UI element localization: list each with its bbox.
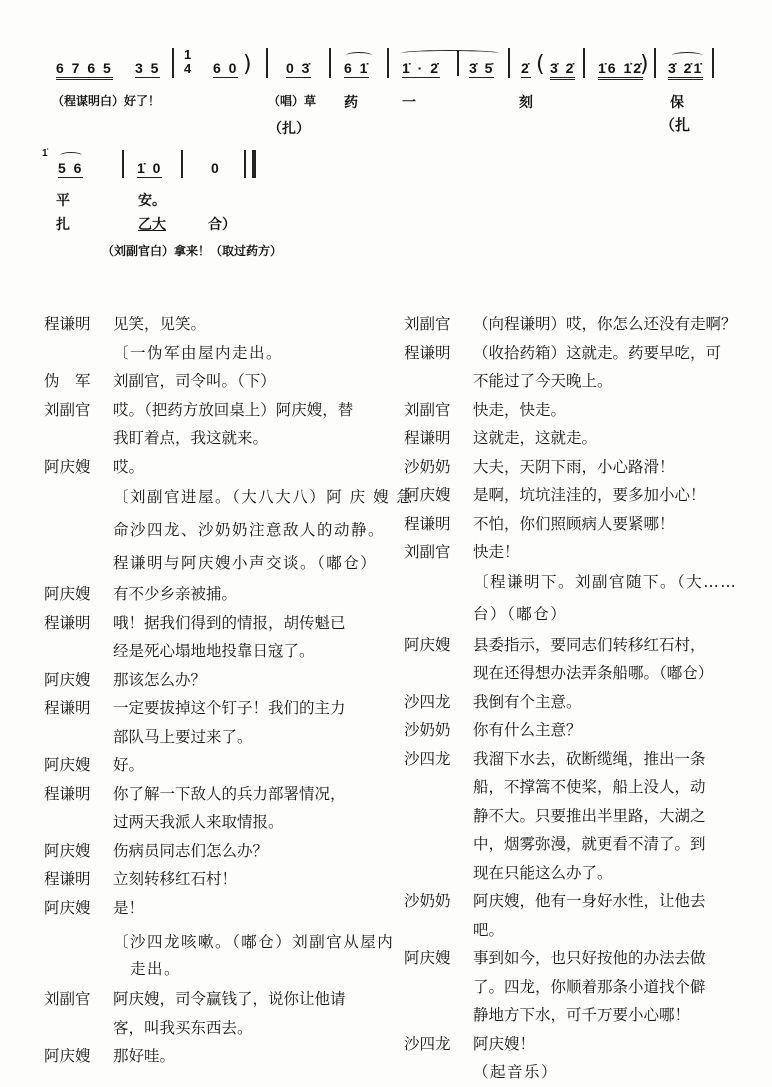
- dialogue-line: [44, 1042, 394, 1071]
- speaker: 阿庆嫂: [44, 1047, 91, 1065]
- dialogue-continuation: [404, 859, 764, 888]
- bar-line: [266, 48, 268, 78]
- dialogue-line: [404, 481, 764, 510]
- dialogue-line: [44, 396, 394, 425]
- dialogue-line: [404, 745, 764, 774]
- dialogue-continuation: [44, 1014, 394, 1043]
- speaker: 阿庆嫂: [404, 486, 451, 504]
- dialogue-line: [404, 631, 764, 660]
- final-bar-line: [244, 150, 256, 178]
- line-text: 〔沙四龙咳嗽。（嘟仓）刘副官从屋内: [113, 933, 395, 951]
- note-group: 3̇ 2̇: [550, 60, 575, 80]
- line-text: 我溜下水去，砍断缆绳，推出一条: [473, 749, 706, 768]
- line-text: 阿庆嫂，他有一身好水性，让他去: [473, 892, 706, 910]
- note-group: 3̇ 2̇1̇: [668, 60, 703, 80]
- stage-direction: [44, 547, 394, 580]
- speaker: 伪 军: [44, 372, 91, 390]
- percussion-mark: 合）: [208, 217, 236, 233]
- speaker: 程谦明: [44, 613, 91, 632]
- line-text: 哦！据我们得到的情报，胡传魁已: [113, 613, 346, 632]
- line-text: 伤病员同志们怎么办？: [113, 841, 269, 860]
- line-text: 现在只能这么办了。: [473, 863, 613, 882]
- dialogue-line: [404, 310, 764, 339]
- dialogue-line: [404, 538, 764, 567]
- dialogue-column-left: [44, 310, 414, 1071]
- line-text: 这就走，这就走。: [473, 429, 598, 447]
- line-text: 中，烟雾弥漫，就更看不清了。到: [473, 835, 706, 853]
- dialogue-line: [44, 985, 394, 1014]
- line-text: 不能过了今天晚上。: [473, 372, 613, 390]
- line-text: 县委指示，要同志们转移红石村，: [473, 635, 706, 654]
- grace-note: 1̇: [42, 148, 50, 159]
- line-text: 见笑，见笑。: [113, 315, 207, 333]
- speaker: 刘副官: [404, 400, 451, 419]
- speaker: 阿庆嫂: [44, 756, 91, 774]
- line-text: 船，不撑篙不使桨，船上没人，动: [473, 778, 706, 796]
- line-text: 哎。（把药方放回桌上）阿庆嫂，替: [113, 400, 354, 419]
- line-text: 大夫，天阴下雨，小心路滑！: [473, 457, 675, 476]
- spoken-line: （程谋明白）好了！: [52, 94, 161, 108]
- dialogue-line: [44, 580, 394, 609]
- dialogue-line: [404, 339, 764, 368]
- line-text: 我倒有个主意。: [473, 692, 582, 711]
- line-text: 现在还得想办法弄条船哪。（嘟仓）: [473, 664, 714, 682]
- note-group: 2̇: [521, 60, 531, 76]
- open-paren: (: [536, 52, 545, 77]
- bar-line: [387, 48, 389, 78]
- stage-direction: [44, 514, 394, 547]
- dialogue-line: [44, 367, 394, 396]
- speaker: 刘副官: [404, 315, 451, 333]
- dialogue-line: [44, 609, 394, 638]
- dialogue-line: [404, 1030, 764, 1059]
- dialogue-line: [404, 510, 764, 539]
- line-text: 走出。: [113, 960, 182, 978]
- slur: [400, 50, 500, 57]
- line-text: 那该怎么办？: [113, 670, 207, 689]
- dialogue-continuation: [404, 802, 764, 831]
- line-text: 程谦明与阿庆嫂小声交谈。（嘟仓）: [113, 554, 378, 572]
- line-text: 不怕，你们照顾病人要紧哪！: [473, 514, 675, 533]
- line-text: 是！: [113, 898, 145, 917]
- bar-line: [712, 48, 714, 78]
- line-text: 部队马上要过来了。: [113, 727, 253, 746]
- line-text: 那好哇。: [113, 1047, 176, 1065]
- line-text: 哎。: [113, 457, 145, 476]
- line-text: 吧。: [473, 920, 505, 939]
- note-group: 3 5: [135, 60, 161, 76]
- dialogue-line: [404, 396, 764, 425]
- line-text: 台）（嘟仓）: [473, 604, 568, 623]
- bar-line: [583, 48, 585, 78]
- line-text: 〔刘副官进屋。（大八大八）阿 庆 嫂 急: [113, 488, 414, 506]
- line-text: （收拾药箱）这就走。药要早吃，可: [473, 343, 722, 362]
- lyric: 保: [670, 95, 684, 111]
- speaker: 沙奶奶: [404, 721, 451, 739]
- stage-direction: [44, 481, 414, 514]
- line-text: 有不少乡亲被捕。: [113, 585, 238, 603]
- bar-line: [172, 48, 174, 78]
- close-paren: ): [243, 52, 252, 77]
- speaker: 刘副官: [44, 400, 91, 419]
- lyric: 平: [56, 193, 70, 209]
- stage-direction: [404, 567, 764, 598]
- speaker: 刘副官: [44, 990, 91, 1008]
- line-text: 你有什么主意？: [473, 721, 582, 739]
- dialogue-continuation: [44, 723, 394, 752]
- speaker: 阿庆嫂: [404, 949, 451, 967]
- lyric: 刻: [519, 95, 533, 111]
- bar-line: [329, 48, 331, 78]
- line-text: （起音乐）: [473, 1063, 559, 1081]
- speaker: 沙四龙: [404, 749, 451, 768]
- stage-direction: [404, 1058, 764, 1087]
- line-text: 刘副官，司令叫。（下）: [113, 372, 276, 390]
- dialogue-column-right: [404, 310, 764, 1087]
- dialogue-line: [44, 751, 394, 780]
- dialogue-line: [404, 453, 764, 482]
- percussion-mark: （扎: [660, 116, 691, 134]
- slur: [60, 152, 82, 159]
- line-text: 过两天我派人来取情报。: [113, 813, 284, 831]
- dialogue-line: [404, 944, 764, 973]
- note-group: 0 3̇: [286, 60, 312, 76]
- slur: [672, 52, 702, 59]
- note-group: 6 7 6 5: [56, 60, 113, 80]
- lyric: 一: [402, 95, 416, 111]
- dialogue-line: [44, 894, 394, 923]
- lyric: （唱）草: [268, 94, 317, 108]
- dialogue-line: [404, 716, 764, 745]
- line-text: 快走！: [473, 543, 520, 561]
- note-group: 5 6: [58, 160, 84, 176]
- dialogue-line: [44, 694, 394, 723]
- note-group: 6 0: [213, 60, 239, 76]
- speaker: 程谦明: [44, 784, 91, 803]
- dialogue-continuation: [404, 973, 764, 1002]
- close-paren: ): [640, 52, 649, 77]
- dialogue-line: [44, 666, 394, 695]
- bar-line: [508, 48, 510, 78]
- line-text: 快走，快走。: [473, 400, 567, 419]
- line-text: 阿庆嫂，司令赢钱了，说你让他请: [113, 990, 346, 1008]
- bar-line: [457, 50, 459, 76]
- line-text: （向程谦明）哎，你怎么还没有走啊？: [473, 315, 737, 333]
- speaker: 阿庆嫂: [44, 898, 91, 917]
- line-text: 静不大。只要推出半里路，大湖之: [473, 806, 706, 825]
- dialogue-line: [404, 424, 764, 453]
- note-group: 0: [211, 160, 221, 176]
- note-group: 1̇ 0: [137, 160, 163, 176]
- speaker: 程谦明: [404, 514, 451, 533]
- line-text: 客，叫我买东西去。: [113, 1018, 253, 1037]
- line-text: 经是死心塌地地投靠日寇了。: [113, 642, 315, 660]
- stage-direction: [404, 598, 764, 631]
- bar-line: [122, 150, 124, 178]
- line-text: 我盯着点，我这就来。: [113, 429, 269, 447]
- note-group: 1̇ · 2̇: [402, 60, 441, 76]
- line-text: 了。四龙，你顺着那条小道找个僻: [473, 977, 706, 996]
- dialogue-line: [44, 780, 394, 809]
- speaker: 程谦明: [404, 429, 451, 447]
- dialogue-continuation: [404, 773, 764, 802]
- stage-direction: [44, 955, 394, 985]
- dialogue-line: [44, 310, 394, 339]
- dialogue-line: [404, 688, 764, 717]
- speaker: 沙奶奶: [404, 892, 451, 910]
- line-text: 阿庆嫂！: [473, 1034, 536, 1053]
- speaker: 沙奶奶: [404, 457, 451, 476]
- speaker: 沙四龙: [404, 1034, 451, 1053]
- dialogue-continuation: [44, 808, 394, 837]
- line-text: 是啊，坑坑洼洼的，要多加小心！: [473, 486, 706, 504]
- line-text: 静地方下水，可千万要小心哪！: [473, 1006, 691, 1024]
- line-text: 你了解一下敌人的兵力部署情况，: [113, 784, 346, 803]
- dialogue-continuation: [404, 916, 764, 945]
- speaker: 阿庆嫂: [404, 635, 451, 654]
- line-text: 〔程谦明下。刘副官随下。（大……: [473, 572, 738, 591]
- line-text: 好。: [113, 756, 145, 774]
- percussion-mark: 扎: [56, 217, 70, 233]
- line-text: 立刻转移红石村！: [113, 870, 238, 888]
- speaker: 程谦明: [404, 343, 451, 362]
- line-text: 〔一伪军由屋内走出。: [113, 343, 284, 362]
- speaker: 程谦明: [44, 315, 91, 333]
- dialogue-continuation: [404, 659, 764, 688]
- percussion-mark: （扎）: [268, 121, 310, 137]
- dialogue-continuation: [404, 367, 764, 396]
- speaker: 程谦明: [44, 699, 91, 717]
- lyric: 安。: [138, 193, 166, 209]
- speaker: 程谦明: [44, 870, 91, 888]
- spoken-line: （刘副官白）拿来！（取过药方）: [102, 244, 283, 258]
- dialogue-continuation: [404, 1001, 764, 1030]
- bar-line: [654, 48, 656, 78]
- dialogue-line: [44, 865, 394, 894]
- dialogue-continuation: [44, 424, 394, 453]
- time-signature: 1 4: [184, 47, 192, 76]
- speaker: 阿庆嫂: [44, 841, 91, 860]
- stage-direction: [44, 339, 394, 368]
- note-group: 6 1̇: [344, 60, 370, 76]
- dialogue-continuation: [44, 637, 394, 666]
- lyric: 药: [344, 95, 358, 111]
- stage-direction: [44, 922, 394, 955]
- speaker: 阿庆嫂: [44, 670, 91, 689]
- speaker: 阿庆嫂: [44, 457, 91, 476]
- bar-line: [181, 150, 183, 178]
- note-group: 3̇ 5̇: [469, 60, 495, 76]
- speaker: 沙四龙: [404, 692, 451, 711]
- music-score: [0, 0, 772, 270]
- note-group: 1̇6 1̇2̇: [598, 60, 643, 80]
- line-text: 事到如今，也只好按他的办法去做: [473, 949, 706, 967]
- dialogue-line: [404, 887, 764, 916]
- speaker: 刘副官: [404, 543, 451, 561]
- line-text: 一定要拔掉这个钉子！我们的主力: [113, 699, 346, 717]
- percussion-mark: 乙大: [138, 217, 166, 233]
- dialogue-continuation: [404, 830, 764, 859]
- dialogue-line: [44, 837, 394, 866]
- speaker: 阿庆嫂: [44, 585, 91, 603]
- dialogue-line: [44, 453, 394, 482]
- slur: [346, 52, 372, 59]
- line-text: 命沙四龙、沙奶奶注意敌人的动静。: [113, 521, 386, 539]
